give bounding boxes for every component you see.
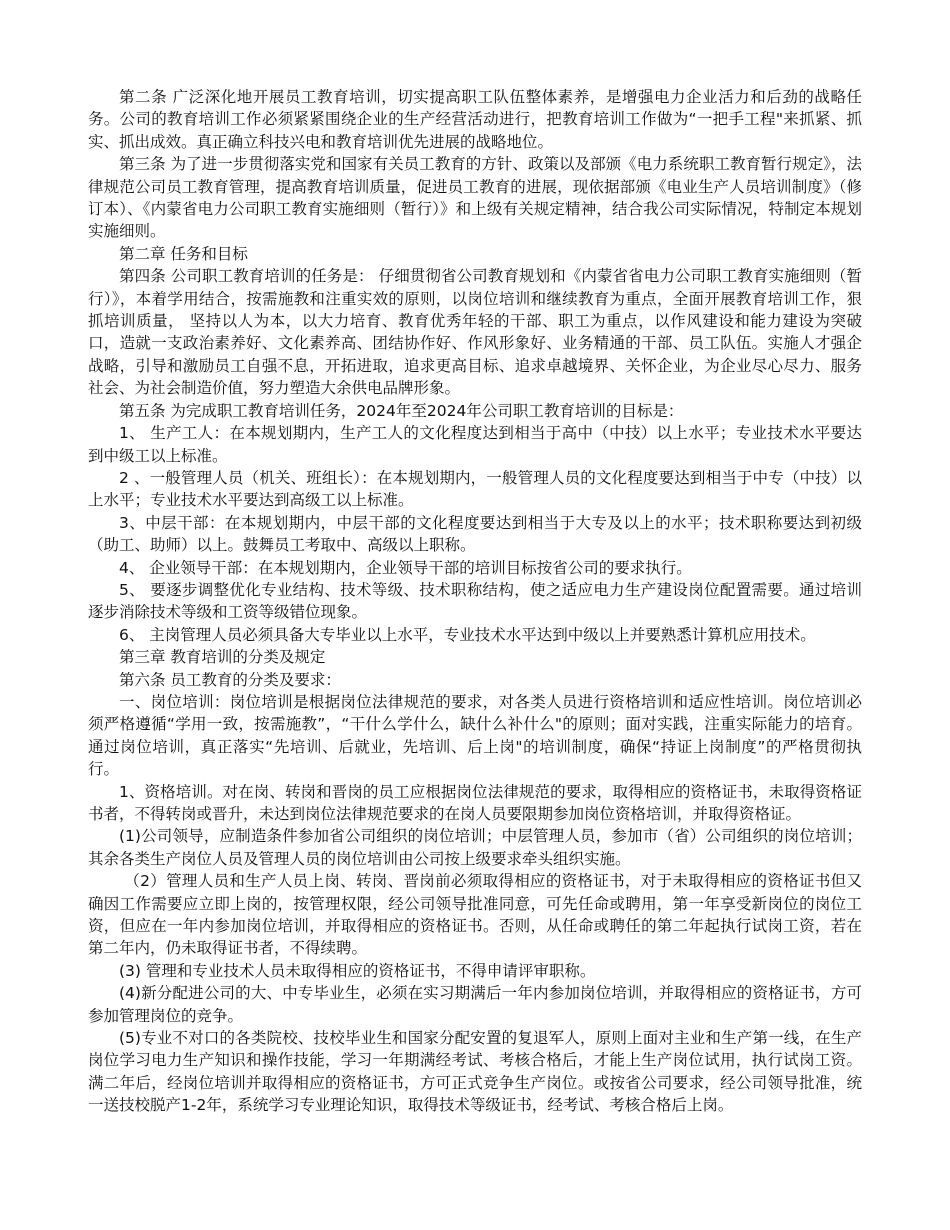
- article-4-paragraph: 第四条 公司职工教育培训的任务是： 仔细贯彻省公司教育规划和《内蒙省省电力公司职工教育实施细则（暂行）》，本着学用结合，按需施教和注重实效的原则，以岗位培训和继续教育为重点，全面开展教育培训工作，狠抓培训质量， 坚持以人为本，以大力培育、教育优秀年轻的干部、职工为重点，以作风建设和能力建设为突破口，造就一支政治素养好、文化素养高、团结协作好、作风形象好、业务精通的干部、员工队伍。实施人才强企战略，引导和激励员工自强不息，开拓进取，追求更高目标、追求卓越境界、关怀企业，为企业尽心尽力、服务社会、为社会制造价值，努力塑造大余供电品牌形象。: [88, 267, 862, 398]
- article-5-paragraph: 第五条 为完成职工教育培训任务，2024年至2024年公司职工教育培训的目标是：: [119, 401, 684, 420]
- goal-item-3: 3、中层干部：在本规划期内，中层干部的文化程度要达到相当于大专及以上的水平；技术职称要达到初级（助工、助师）以上。鼓舞员工考取中、高级以上职称。: [88, 513, 862, 555]
- rule-5-paragraph: (5)专业不对口的各类院校、技校毕业生和国家分配安置的复退军人，原则上面对主业和生产第一线，在生产岗位学习电力生产知识和操作技能，学习一年期满经考试、考核合格后，才能上生产岗位试用，执行试岗工资。满二年后，经岗位培训并取得相应的资格证书，方可正式竞争生产岗位。或按省公司要求，经公司领导批准，统一送技校脱产1-2年，系统学习专业理论知识，取得技术等级证书，经考试、考核合格后上岗。: [88, 1029, 862, 1115]
- goal-item-5: 5、 要逐步调整优化专业结构、技术等级、技术职称结构，使之适应电力生产建设岗位配置需要。通过培训逐步消除技术等级和工资等级错位现象。: [88, 580, 862, 622]
- goal-item-4: 4、 企业领导干部：在本规划期内，企业领导干部的培训目标按省公司的要求执行。: [119, 558, 692, 577]
- rule-1-paragraph: (1)公司领导，应制造条件参加省公司组织的岗位培训；中层管理人员，参加市（省）公司组织的岗位培训；其余各类生产岗位人员及管理人员的岗位培训由公司按上级要求牵头组织实施。: [88, 827, 862, 868]
- article-2-paragraph: 第二条 广泛深化地开展员工教育培训，切实提高职工队伍整体素养，是增强电力企业活力和后劲的战略任务。公司的教育培训工作必须紧紧围绕企业的生产经营活动进行，把教育培训工作做为“一把手工程"来抓紧、抓实、抓出成效。真正确立科技兴电和教育培训优先进展的战略地位。: [88, 88, 862, 151]
- article-6-paragraph: 第六条 员工教育的分类及要求：: [119, 670, 341, 689]
- article-3-paragraph: 第三条 为了进一步贯彻落实党和国家有关员工教育的方针、政策以及部颁《电力系统职工教育暂行规定》，法律规范公司员工教育管理，提高教育培训质量，促进员工教育的进展，现依据部颁《电业生产人员培训制度》（修订本）、《内蒙省电力公司职工教育实施细则（暂行）》和上级有关规定精神，结合我公司实际情况，特制定本规划实施细则。: [88, 155, 862, 241]
- rule-4-paragraph: (4)新分配进公司的大、中专毕业生，必须在实习期满后一年内参加岗位培训，并取得相应的资格证书，方可参加管理岗位的竞争。: [88, 984, 862, 1025]
- rule-3-paragraph: (3) 管理和专业技术人员未取得相应的资格证书，不得申请评审职称。: [119, 961, 596, 980]
- qualification-training-paragraph: 1、资格培训。对在岗、转岗和晋岗的员工应根据岗位法律规范的要求，取得相应的资格证书，未取得资格证书者，不得转岗或晋升，未达到岗位法律规范要求的在岗人员要限期参加岗位资格培训，并取得资格证。: [88, 782, 862, 823]
- document-page: [88, 86, 862, 1117]
- chapter-2-heading: 第二章 任务和目标: [119, 244, 248, 263]
- chapter-3-heading: 第三章 教育培训的分类及规定: [119, 648, 326, 667]
- goal-item-1: 1、 生产工人：在本规划期内，生产工人的文化程度达到相当于高中（中技）以上水平；专业技术水平要达到中级工以上标准。: [88, 424, 862, 465]
- goal-item-6: 6、 主岗管理人员必须具备大专毕业以上水平，专业技术水平达到中级以上并要熟悉计算机应用技术。: [119, 625, 816, 644]
- goal-item-2: 2 、一般管理人员（机关、班组长）：在本规划期内，一般管理人员的文化程度要达到相当于中专（中技）以上水平；专业技术水平要达到高级工以上标准。: [88, 468, 862, 510]
- section-1-paragraph: 一、岗位培训：岗位培训是根据岗位法律规范的要求，对各类人员进行资格培训和适应性培训。岗位培训必须严格遵循“学用一致，按需施教”，“干什么学什么，缺什么补什么"的原则；面对实践，注重实际能力的培育。通过岗位培训，真正落实“先培训、后就业，先培训、后上岗"的培训制度，确保“持证上岗制度”的严格贯彻执行。: [88, 692, 862, 779]
- rule-2-paragraph: （2）管理人员和生产人员上岗、转岗、晋岗前必须取得相应的资格证书，对于未取得相应的资格证书但又确因工作需要应立即上岗的，按管理权限，经公司领导批准同意，可先任命或聘用，第一年享受新岗位的岗位工资，但应在一年内参加岗位培训，并取得相应的资格证书。否则，从任命或聘任的第二年起执行试岗工资，若在第二年内，仍未取得证书者，不得续聘。: [88, 872, 862, 958]
